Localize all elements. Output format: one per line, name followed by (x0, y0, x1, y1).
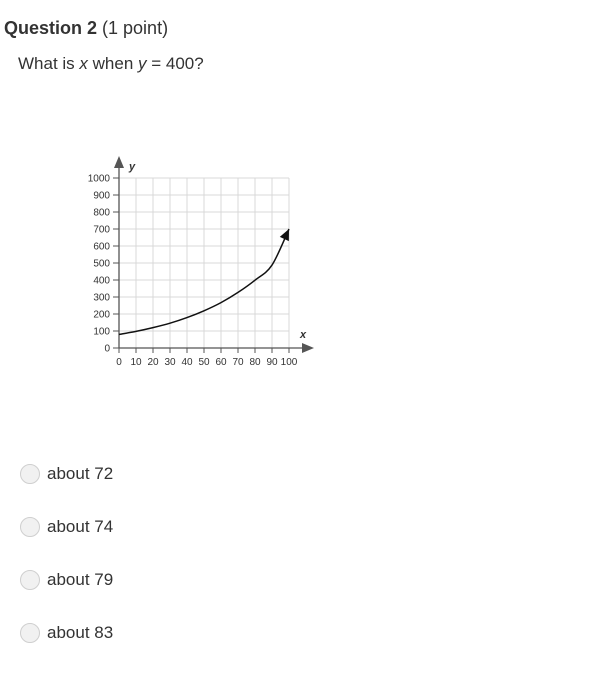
choice-label: about 72 (47, 464, 114, 483)
y-tick-label: 0 (104, 343, 110, 355)
exponential-graph (70, 150, 330, 380)
choice-4[interactable] (20, 620, 113, 646)
question-header (4, 18, 168, 39)
chart-axes (114, 156, 314, 353)
y-tick-label: 600 (93, 241, 110, 253)
y-tick-label: 300 (93, 292, 110, 304)
x-axis-label: x (300, 329, 307, 341)
x-tick-label: 10 (130, 357, 142, 368)
question-text (18, 54, 204, 74)
question-text-middle: when (87, 54, 138, 73)
x-tick-label: 40 (181, 357, 193, 368)
radio-button[interactable] (20, 623, 40, 643)
x-tick-label: 70 (232, 357, 244, 368)
y-tick-label: 100 (93, 326, 110, 338)
y-tick-label: 800 (93, 207, 110, 219)
y-tick-label: 900 (93, 190, 110, 202)
y-tick-label: 1000 (87, 173, 110, 185)
choice-1[interactable] (20, 461, 113, 487)
y-axis-arrow (114, 156, 124, 168)
y-tick-label: 500 (93, 258, 110, 270)
y-tick-label: 700 (93, 224, 110, 236)
question-points: (1 point) (102, 18, 169, 38)
choice-label: about 83 (47, 623, 114, 642)
choice-2[interactable] (20, 514, 113, 540)
x-tick-label: 20 (147, 357, 159, 368)
x-tick-label: 30 (164, 357, 176, 368)
chart-grid (119, 178, 289, 348)
question-text-suffix: = 400? (146, 54, 204, 73)
question-text-prefix: What is (18, 54, 80, 73)
radio-button[interactable] (20, 570, 40, 590)
x-axis-arrow (302, 343, 314, 353)
choice-label: about 74 (47, 517, 114, 536)
answer-choices (20, 461, 113, 673)
question-var-x: x (79, 54, 88, 73)
radio-button[interactable] (20, 464, 40, 484)
x-tick-label: 50 (198, 357, 210, 368)
x-tick-label: 100 (280, 357, 298, 368)
y-axis-label: y (129, 161, 136, 173)
y-tick-label: 400 (93, 275, 110, 287)
x-tick-label: 60 (215, 357, 227, 368)
radio-button[interactable] (20, 517, 40, 537)
x-tick-label: 80 (249, 357, 261, 368)
choice-label: about 79 (47, 570, 114, 589)
x-tick-label: 90 (266, 357, 278, 368)
question-var-y: y (138, 54, 147, 73)
question-title: Question 2 (4, 18, 98, 38)
y-tick-label: 200 (93, 309, 110, 321)
choice-3[interactable] (20, 567, 113, 593)
x-tick-label: 0 (116, 357, 122, 368)
